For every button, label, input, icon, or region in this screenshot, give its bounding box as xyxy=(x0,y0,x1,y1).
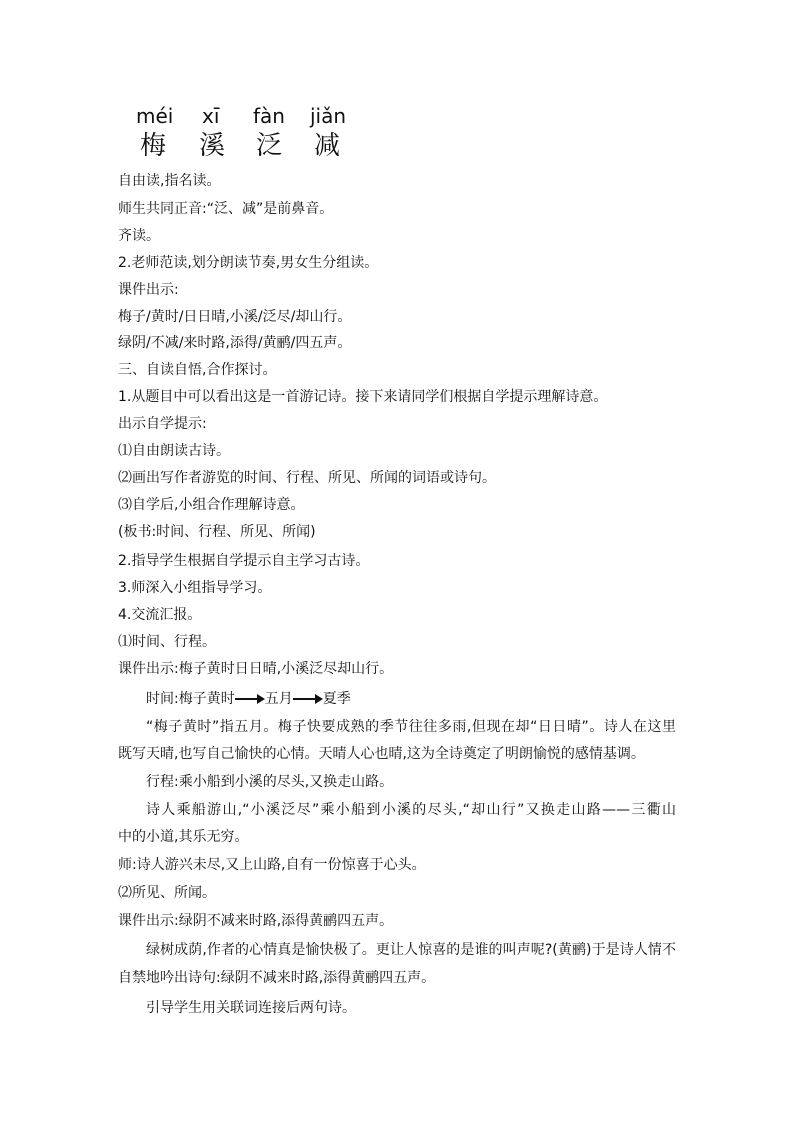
text-line: ⑵画出写作者游览的时间、行程、所见、所闻的词语或诗句。 xyxy=(118,470,496,486)
char-xi: 溪 xyxy=(199,131,226,161)
text-line: ⑴自由朗读古诗。 xyxy=(118,443,230,459)
text-line: 师:诗人游兴未尽,又上山路,自有一份惊喜于心头。 xyxy=(118,857,426,873)
char-mei: 梅 xyxy=(140,131,167,161)
hanzi-row xyxy=(0,130,794,164)
text-line: 引导学生用关联词连接后两句诗。 xyxy=(146,1000,356,1016)
paragraph-line: 既写天晴,也写自己愉快的心情。天晴人心也晴,这为全诗奠定了明朗愉悦的感情基调。 xyxy=(118,746,645,762)
pinyin-fan: fàn xyxy=(253,104,285,128)
pinyin-mei: méi xyxy=(136,104,174,128)
route-line: 行程:乘小船到小溪的尽头,又换走山路。 xyxy=(146,774,394,790)
text-line: 课件出示:绿阴不减来时路,添得黄鹂四五声。 xyxy=(118,913,394,929)
time-line xyxy=(146,690,351,708)
text-line: 3.师深入小组指导学习。 xyxy=(118,580,272,596)
char-fan: 泛 xyxy=(256,131,283,161)
text-line: 2.指导学生根据自学提示自主学习古诗。 xyxy=(118,553,370,569)
paragraph-line: 诗人乘船游山,“小溪泛尽”乘小船到小溪的尽头,“却山行”又换走山路——三衢山 xyxy=(146,802,676,818)
text-line: 绿阴/不减/来时路,添得/黄鹂/四五声。 xyxy=(118,335,352,351)
section-heading: 三、自读自悟,合作探讨。 xyxy=(118,362,277,378)
paragraph-line: “梅子黄时”指五月。梅子快要成熟的季节往往多雨,但现在却“日日晴”。诗人在这里 xyxy=(146,719,676,735)
time-mid: 五月 xyxy=(264,691,293,707)
pinyin-row xyxy=(0,104,794,128)
text-line: 自由读,指名读。 xyxy=(118,173,221,189)
time-label: 时间:梅子黄时 xyxy=(146,691,235,707)
text-line: 课件出示: xyxy=(118,282,179,298)
paragraph-line: 绿树成荫,作者的心情真是愉快极了。更让人惊喜的是谁的叫声呢?(黄鹂)于是诗人情不 xyxy=(146,942,676,958)
text-line: (板书:时间、行程、所见、所闻) xyxy=(118,524,316,540)
text-line: 2.老师范读,划分朗读节奏,男女生分组读。 xyxy=(118,255,379,271)
text-line: ⑵所见、所闻。 xyxy=(118,885,216,901)
text-line: 齐读。 xyxy=(118,228,160,244)
text-line: 出示自学提示: xyxy=(118,416,207,432)
pinyin-xi: xī xyxy=(202,104,220,128)
text-line: 师生共同正音:“泛、减”是前鼻音。 xyxy=(118,201,334,217)
paragraph-line: 自禁地吟出诗句:绿阴不减来时路,添得黄鹂四五声。 xyxy=(118,970,436,986)
arrow-right-icon xyxy=(293,691,323,705)
text-line: ⑴时间、行程。 xyxy=(118,634,216,650)
text-line: 1.从题目中可以看出这是一首游记诗。接下来请同学们根据自学提示理解诗意。 xyxy=(118,389,608,405)
text-line: 课件出示:梅子黄时日日晴,小溪泛尽却山行。 xyxy=(118,661,394,677)
paragraph-line: 中的小道,其乐无穷。 xyxy=(118,829,249,845)
text-line: ⑶自学后,小组合作理解诗意。 xyxy=(118,497,305,513)
arrow-right-icon xyxy=(235,691,265,705)
char-jian: 减 xyxy=(314,131,341,161)
pinyin-jian: jiǎn xyxy=(310,104,347,128)
text-line: 4.交流汇报。 xyxy=(118,607,202,623)
text-line: 梅子/黄时/日日晴,小溪/泛尽/却山行。 xyxy=(118,309,352,325)
time-end: 夏季 xyxy=(322,691,351,707)
